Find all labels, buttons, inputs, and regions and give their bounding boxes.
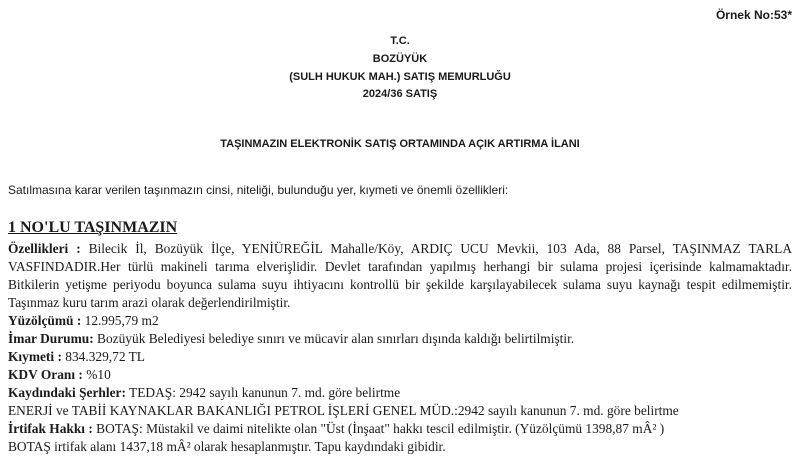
zoning-label: İmar Durumu: — [8, 331, 94, 346]
area-line — [8, 312, 792, 330]
value-amount: 834.329,72 TL — [61, 349, 145, 364]
records-line — [8, 384, 792, 402]
features-label: Özellikleri : — [8, 241, 81, 256]
records-label: Kaydındaki Şerhler: — [8, 385, 126, 400]
value-label: Kıymeti : — [8, 349, 62, 364]
header-office: (SULH HUKUK MAH.) SATIŞ MEMURLUĞU — [289, 71, 511, 83]
easement-value: BOTAŞ: Müstakil ve daimi nitelikte olan "Üst (İnşaat" hakkı tescil edilmiştir. (Yüzölçümü 1398,87 mÂ² ) — [92, 421, 665, 436]
area-value: 12.995,79 m2 — [81, 313, 159, 328]
zoning-value: Bozüyük Belediyesi belediye sınırı ve mücavir alan sınırları dışında kaldığı belirtilmiştir. — [93, 331, 575, 346]
form-number: Örnek No:53* — [715, 8, 792, 22]
easement-label: İrtifak Hakkı : — [8, 421, 93, 436]
header-tc: T.C. — [390, 35, 410, 47]
features-paragraph — [8, 240, 792, 312]
records-line-2: ENERJİ ve TABİİ KAYNAKLAR BAKANLIĞI PETROL İŞLERİ GENEL MÜD.:2942 sayılı kanunun 7. md. göre belirtme — [8, 403, 679, 418]
vat-value: %10 — [82, 367, 111, 382]
property-details — [8, 240, 792, 456]
features-value: Bilecik İl, Bozüyük İlçe, YENİÜREĞİL Mahalle/Köy, ARDIÇ UCU Mevkii, 103 Ada, 88 Parsel, TAŞINMAZ TARLA VASFINDADIR.Her türlü makineli tarıma elverişlidir. Devlet tarafından yapılmış herhangi bir sulama projesi içerisinde kalmamaktadır. Bitkilerin yetişme periyodu boyunca sulama suyu ihtiyacını kontrollü bir şekilde karşılayabilecek sulama suyu kaynağı tespit edilmemiştir. Taşınmaz kuru tarım arazi olarak değerlendirilmiştir. — [8, 241, 793, 310]
notice-title: TAŞINMAZIN ELEKTRONİK SATIŞ ORTAMINDA AÇIK ARTIRMA İLANI — [220, 138, 580, 150]
zoning-line — [8, 330, 792, 348]
records-value: TEDAŞ: 2942 sayılı kanunun 7. md. göre belirtme — [125, 385, 401, 400]
value-line — [8, 348, 792, 366]
intro-text: Satılmasına karar verilen taşınmazın cinsi, niteliği, bulunduğu yer, kıymeti ve önemli özellikleri: — [8, 183, 509, 197]
easement-line-2: BOTAŞ irtifak alanı 1437,18 mÂ² olarak hesaplanmıştır. Tapu kaydındaki gibidir. — [8, 439, 446, 454]
easement-line — [8, 420, 792, 438]
property-title: 1 NO'LU TAŞINMAZIN — [8, 219, 178, 236]
vat-line — [8, 366, 792, 384]
area-label: Yüzölçümü : — [8, 313, 82, 328]
header-case-number: 2024/36 SATIŞ — [362, 88, 438, 100]
header-city: BOZÜYÜK — [372, 53, 428, 65]
vat-label: KDV Oranı : — [8, 367, 83, 382]
